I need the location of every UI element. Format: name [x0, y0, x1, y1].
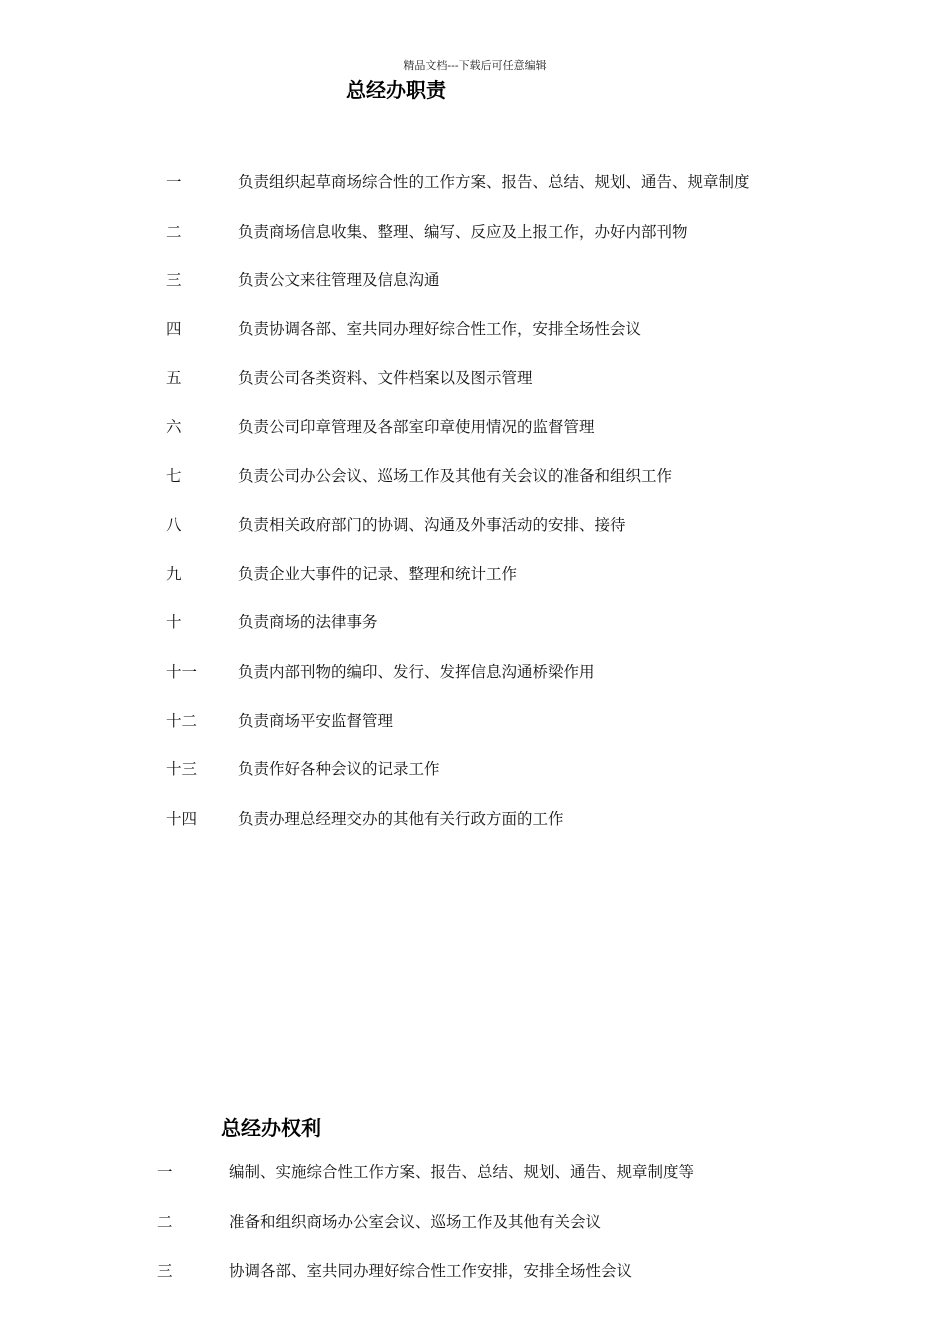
- duties-title: 总经办职责: [346, 78, 446, 102]
- item-number: 一: [166, 173, 182, 191]
- item-text: 负责内部刊物的编印、发行、发挥信息沟通桥梁作用: [238, 663, 595, 681]
- item-number: 三: [166, 271, 182, 289]
- item-text: 协调各部、室共同办理好综合性工作安排，安排全场性会议: [229, 1262, 633, 1280]
- item-number: 九: [166, 565, 182, 583]
- item-text: 负责公司印章管理及各部室印章使用情况的监督管理: [238, 418, 595, 436]
- item-text: 负责作好各种会议的记录工作: [238, 760, 440, 778]
- item-number: 十: [166, 613, 182, 631]
- item-text: 负责办理总经理交办的其他有关行政方面的工作: [238, 810, 564, 828]
- item-text: 负责商场信息收集、整理、编写、反应及上报工作，办好内部刊物: [238, 223, 688, 241]
- item-text: 负责公司各类资料、文件档案以及图示管理: [238, 369, 533, 387]
- item-number: 十二: [166, 712, 198, 730]
- item-number: 一: [157, 1163, 173, 1181]
- item-text: 负责公文来往管理及信息沟通: [238, 271, 440, 289]
- item-number: 五: [166, 369, 182, 387]
- item-number: 七: [166, 467, 182, 485]
- item-number: 十四: [166, 810, 198, 828]
- item-text: 负责企业大事件的记录、整理和统计工作: [238, 565, 518, 583]
- item-number: 八: [166, 516, 182, 534]
- item-text: 负责相关政府部门的协调、沟通及外事活动的安排、接待: [238, 516, 626, 534]
- item-text: 负责公司办公会议、巡场工作及其他有关会议的准备和组织工作: [238, 467, 673, 485]
- item-text: 负责组织起草商场综合性的工作方案、报告、总结、规划、通告、规章制度: [238, 173, 750, 191]
- item-number: 二: [166, 223, 182, 241]
- item-number: 六: [166, 418, 182, 436]
- item-text: 编制、实施综合性工作方案、报告、总结、规划、通告、规章制度等: [229, 1163, 695, 1181]
- rights-title: 总经办权利: [221, 1116, 321, 1140]
- item-text: 准备和组织商场办公室会议、巡场工作及其他有关会议: [229, 1213, 602, 1231]
- item-number: 十一: [166, 663, 198, 681]
- item-number: 二: [157, 1213, 173, 1231]
- item-text: 负责商场平安监督管理: [238, 712, 394, 730]
- header-note: 精品文档---下载后可任意编辑: [403, 59, 547, 72]
- item-text: 负责商场的法律事务: [238, 613, 378, 631]
- item-number: 三: [157, 1262, 173, 1280]
- item-number: 十三: [166, 760, 198, 778]
- item-text: 负责协调各部、室共同办理好综合性工作，安排全场性会议: [238, 320, 642, 338]
- item-number: 四: [166, 320, 182, 338]
